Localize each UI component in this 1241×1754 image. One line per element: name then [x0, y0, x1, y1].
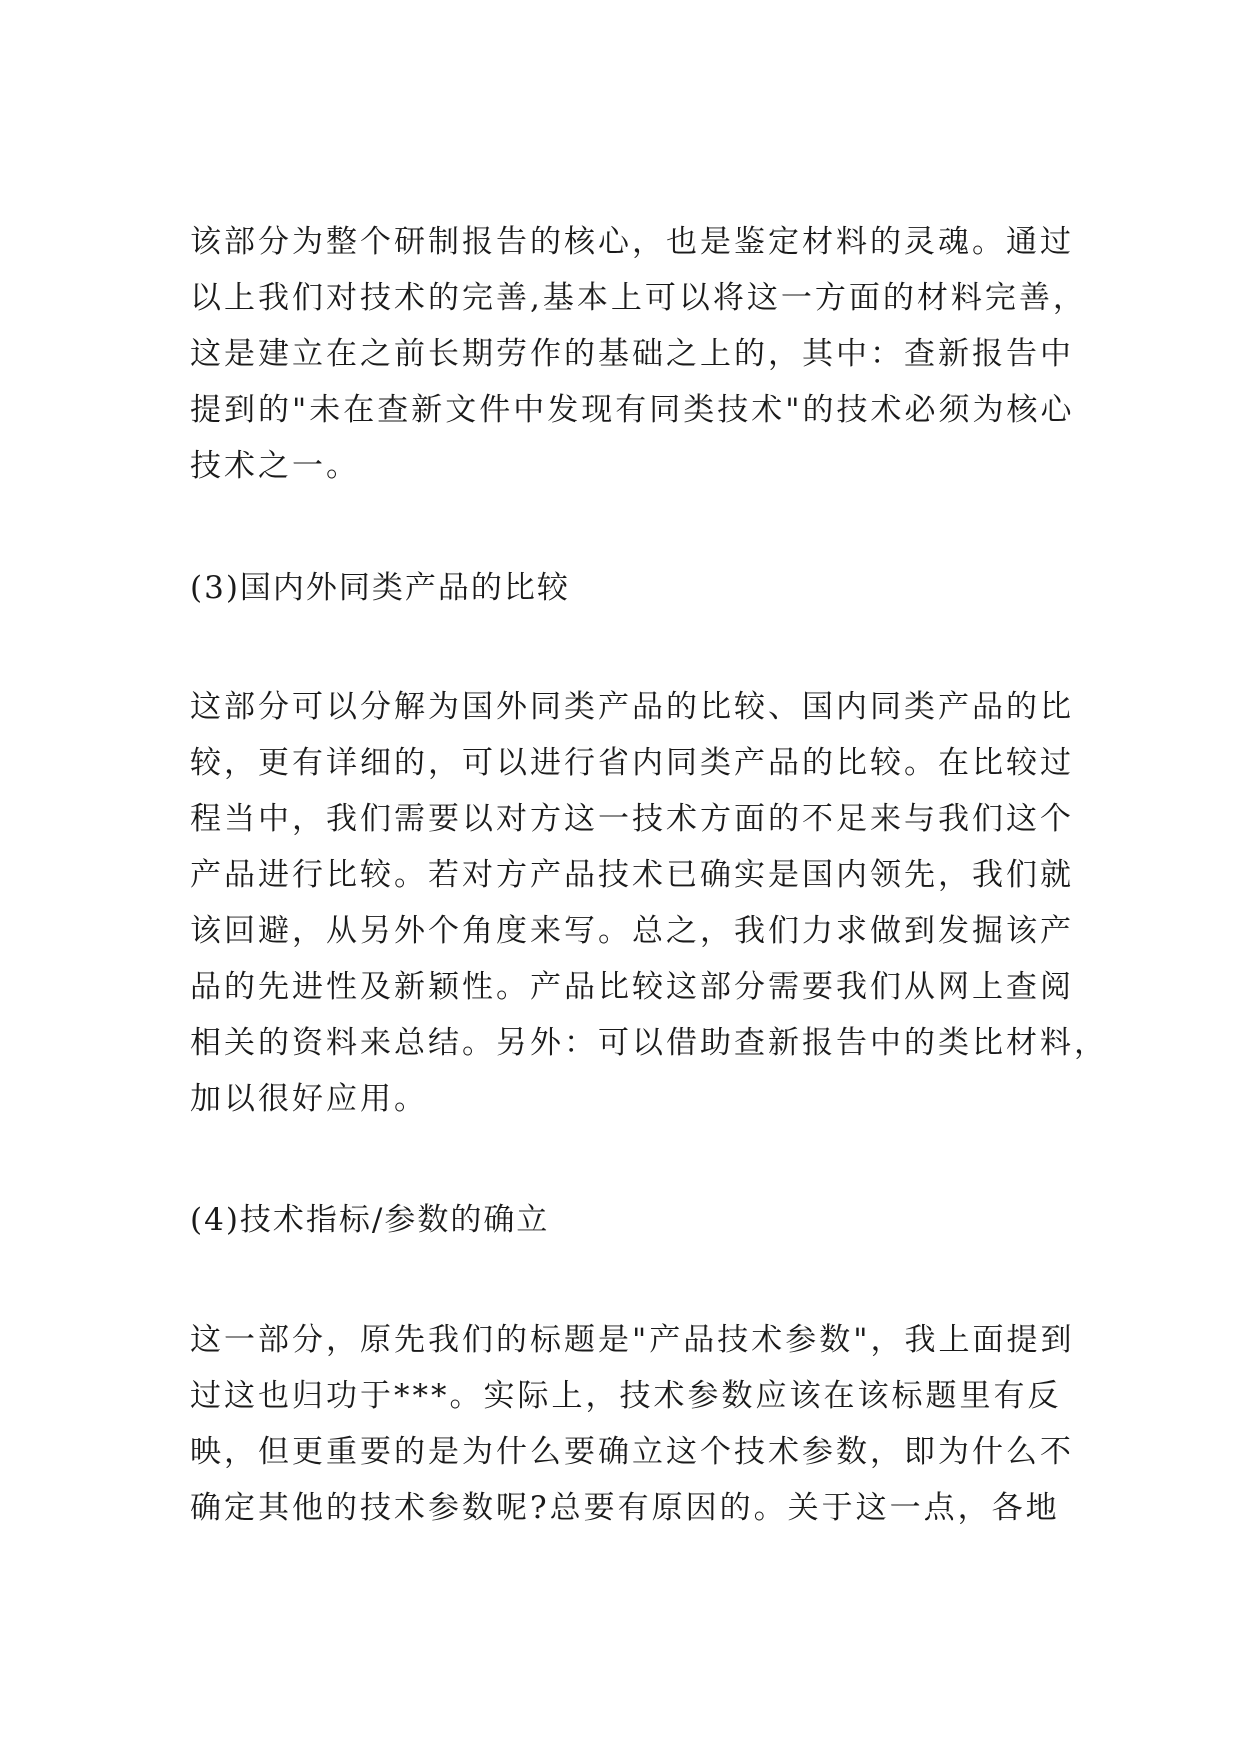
- text-line: 产品进行比较。若对方产品技术已确实是国内领先，我们就: [190, 857, 1074, 893]
- text-line: 该部分为整个研制报告的核心，也是鉴定材料的灵魂。通过: [190, 224, 1074, 260]
- text-line: 相关的资料来总结。另外：可以借助查新报告中的类比材料，: [190, 1025, 1108, 1061]
- text-line: 以上我们对技术的完善,基本上可以将这一方面的材料完善，: [190, 280, 1087, 316]
- text-line: 加以很好应用。: [190, 1081, 428, 1117]
- text-line: 较，更有详细的，可以进行省内同类产品的比较。在比较过: [190, 745, 1074, 781]
- text-line: 映，但更重要的是为什么要确立这个技术参数，即为什么不: [190, 1434, 1074, 1470]
- text-line: 程当中，我们需要以对方这一技术方面的不足来与我们这个: [190, 801, 1074, 837]
- text-line: 确定其他的技术参数呢?总要有原因的。关于这一点，各地: [190, 1490, 1060, 1526]
- section-heading-4: (4)技术指标/参数的确立: [190, 1202, 550, 1238]
- text-line: 技术之一。: [190, 448, 360, 484]
- text-line: 这部分可以分解为国外同类产品的比较、国内同类产品的比: [190, 689, 1074, 725]
- text-line: 这是建立在之前长期劳作的基础之上的，其中：查新报告中: [190, 336, 1074, 372]
- text-line: 过这也归功于***。实际上，技术参数应该在该标题里有反: [190, 1378, 1062, 1414]
- text-line: 品的先进性及新颖性。产品比较这部分需要我们从网上查阅: [190, 969, 1074, 1005]
- text-line: 该回避，从另外个角度来写。总之，我们力求做到发掘该产: [190, 913, 1074, 949]
- text-line: 提到的"未在查新文件中发现有同类技术"的技术必须为核心: [190, 392, 1075, 428]
- section-heading-3: (3)国内外同类产品的比较: [190, 570, 570, 606]
- text-line: 这一部分，原先我们的标题是"产品技术参数"，我上面提到: [190, 1322, 1075, 1358]
